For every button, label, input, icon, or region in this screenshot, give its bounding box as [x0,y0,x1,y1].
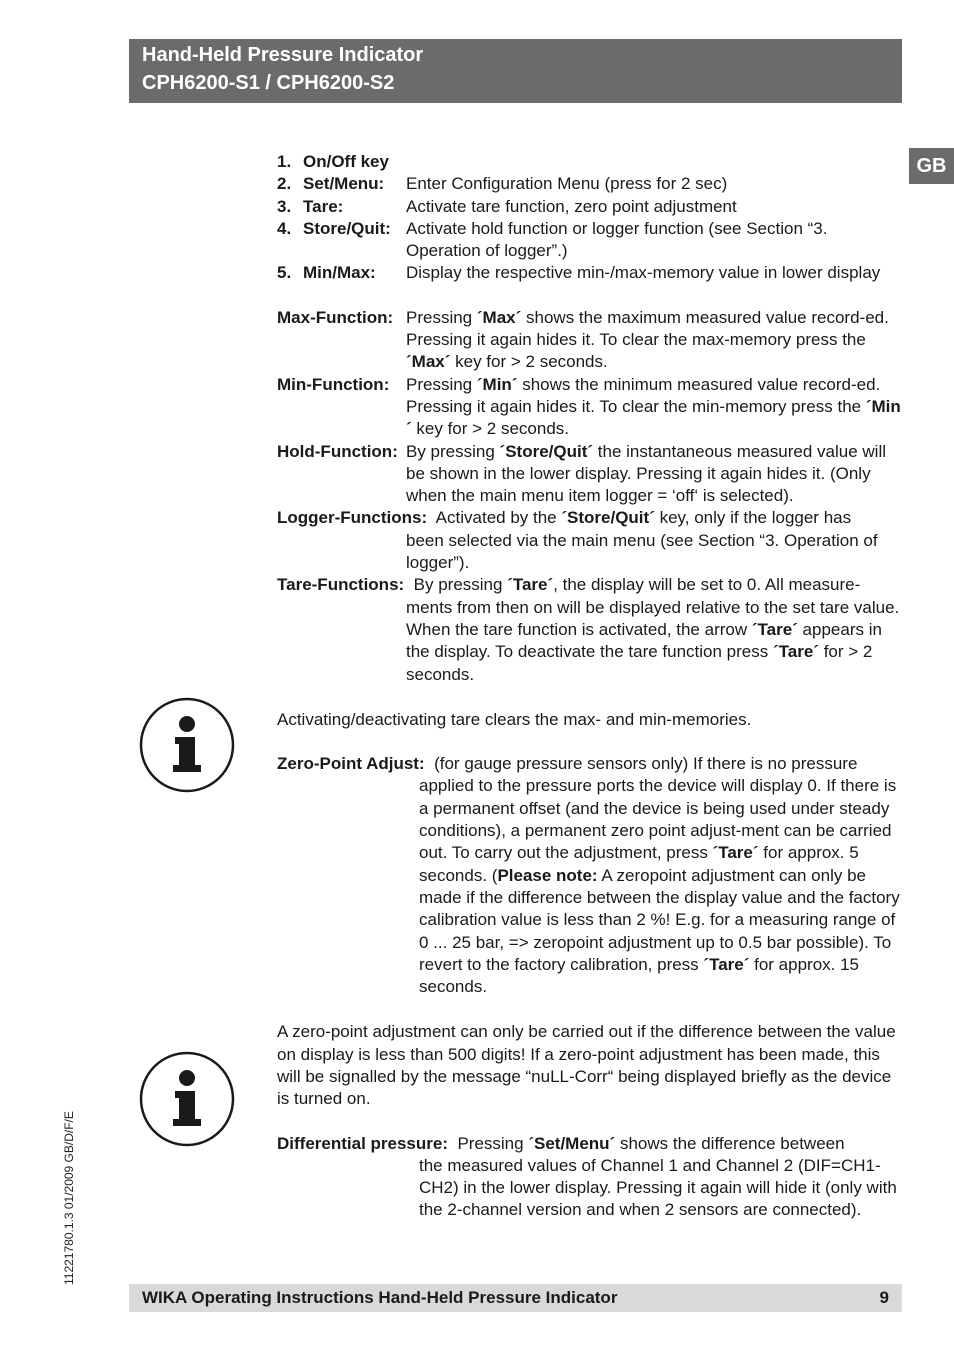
page-header [129,39,902,103]
header-model: CPH6200-S1 / CPH6200-S2 [142,72,395,94]
page-number: 9 [879,1288,889,1307]
tare-functions: Tare-Functions: By pressing ´Tare´, the display will be set to 0. All measure- ments from then on will be displayed relative to the set tare value. When the tare function is activated, the arrow ´Tare´ appears in the display. To deactivate the tare function press ´Tare´ for > 2 seconds. [277,575,900,684]
zero-point-adjust: Zero-Point Adjust: (for gauge pressure sensors only) If there is no pressure applied to the pressure ports the device will display 0. If there is a permanent offset (and the device is being used under steady conditions), a permanent zero point adjust-ment can be carried out. To carry out the adjustment, press ´Tare´ for approx. 5 seconds. (Please note: A zeropoint adjustment can only be made if the difference between the display value and the factory calibration value is less than 2 %! E.g. for a measuring range of 0 ... 25 bar, => zeropoint adjustment up to 0.5 bar possible). To revert to the factory calibration, press ´Tare´ for approx. 15 seconds. [277,754,900,997]
language-tab: GB [909,148,954,184]
key-item: 4. Store/Quit: Activate hold function or logger function (see Section “3. Operation of logger”.) [277,218,828,261]
info-icon [139,1051,235,1147]
key-item: 3. Tare: Activate tare function, zero point adjustment [277,196,737,216]
info-icon [139,697,235,793]
key-item: 1. On/Off key [277,152,389,171]
key-item: 2. Set/Menu: Enter Configuration Menu (press for 2 sec) [277,174,728,194]
page-footer [129,1284,902,1312]
max-function: Max-Function: Pressing ´Max´ shows the maximum measured value record-ed. Pressing it again hides it. To clear the max-memory press the ´Max´ key for > 2 seconds. [277,307,889,372]
footer-title: WIKA Operating Instructions Hand-Held Pressure Indicator [142,1288,618,1307]
key-item: 5. Min/Max: Display the respective min-/max-memory value in lower display [277,263,881,283]
info-note-zero: A zero-point adjustment can only be carried out if the difference between the value on display is less than 500 digits! If a zero-point adjustment has been made, this will be signalled by the message “nuLL-Corr“ being displayed briefly as the device is turned on. [277,1022,896,1109]
info-note-tare: Activating/deactivating tare clears the max- and min-memories. [277,709,752,729]
min-function: Min-Function: Pressing ´Min´ shows the minimum measured value record-ed. Pressing it again hides it. To clear the min-memory press the ´Min´ key for > 2 seconds. [277,374,901,439]
logger-functions: Logger-Functions: Activated by the ´Store/Quit´ key, only if the logger has been selected via the main menu (see Section “3. Operation of logger”). [277,508,878,573]
content [277,151,903,1222]
hold-function: Hold-Function: By pressing ´Store/Quit´ the instantaneous measured value will be shown in the lower display. Pressing it again hides it. (Only when the main menu item logger = ‘off‘ is selected). [277,441,886,506]
differential-pressure: Differential pressure: Pressing ´Set/Menu´ shows the difference between the measured values of Channel 1 and Channel 2 (DIF=CH1-CH2) in the lower display. Pressing it again will hide it (only with the 2-channel version and when 2 sensors are connected). [277,1133,897,1220]
header-title: Hand-Held Pressure Indicator [142,44,424,66]
document-code: 11221780.1.3 01/2009 GB/D/F/E [62,1111,76,1285]
